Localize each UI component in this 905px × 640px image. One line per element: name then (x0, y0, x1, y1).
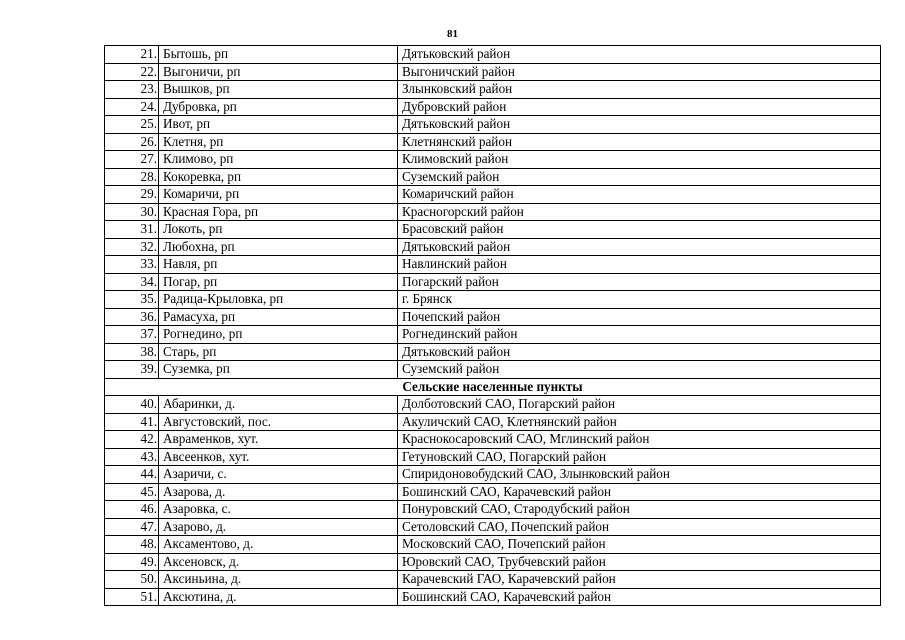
table-row (105, 186, 881, 204)
district-name: Дятьковский район (398, 116, 881, 134)
district-name: г. Брянск (398, 291, 881, 309)
page-number: 81 (447, 28, 458, 40)
table-row (105, 116, 881, 134)
table-row (105, 291, 881, 309)
rural-settlements-group (105, 396, 881, 606)
table-row (105, 168, 881, 186)
section-heading-group (105, 378, 881, 396)
district-name: Долботовский САО, Погарский район (398, 396, 881, 414)
table-row (105, 571, 881, 589)
district-name: Комаричский район (398, 186, 881, 204)
settlement-name: Августовский, пос. (159, 413, 398, 431)
row-number: 25. (105, 116, 159, 134)
row-number: 51. (105, 588, 159, 606)
row-number: 45. (105, 483, 159, 501)
settlement-name: Азаричи, с. (159, 466, 398, 484)
settlement-name: Навля, рп (159, 256, 398, 274)
table-row (105, 588, 881, 606)
table-row (105, 536, 881, 554)
row-number: 30. (105, 203, 159, 221)
table-row (105, 553, 881, 571)
table-row (105, 413, 881, 431)
district-name: Выгоничский район (398, 63, 881, 81)
table-row (105, 361, 881, 379)
settlement-name: Погар, рп (159, 273, 398, 291)
settlement-name: Дубровка, рп (159, 98, 398, 116)
row-number: 41. (105, 413, 159, 431)
district-name: Понуровский САО, Стародубский район (398, 501, 881, 519)
district-name: Дятьковский район (398, 238, 881, 256)
section-heading-row (105, 378, 881, 396)
table-row (105, 326, 881, 344)
settlement-name: Любохна, рп (159, 238, 398, 256)
table-row (105, 256, 881, 274)
district-name: Брасовский район (398, 221, 881, 239)
settlement-name: Выгоничи, рп (159, 63, 398, 81)
table-row (105, 151, 881, 169)
row-number: 36. (105, 308, 159, 326)
district-name: Спиридоновобудский САО, Злынковский район (398, 466, 881, 484)
table-row (105, 63, 881, 81)
settlement-name: Азарова, д. (159, 483, 398, 501)
row-number: 24. (105, 98, 159, 116)
district-name: Клетнянский район (398, 133, 881, 151)
district-name: Дятьковский район (398, 46, 881, 64)
table-row (105, 466, 881, 484)
table-row (105, 308, 881, 326)
settlement-name: Радица-Крыловка, рп (159, 291, 398, 309)
table-row (105, 518, 881, 536)
row-number: 34. (105, 273, 159, 291)
settlement-name: Авсеенков, хут. (159, 448, 398, 466)
row-number: 37. (105, 326, 159, 344)
district-name: Бошинский САО, Карачевский район (398, 483, 881, 501)
row-number: 31. (105, 221, 159, 239)
table-row (105, 343, 881, 361)
table-row (105, 81, 881, 99)
settlement-name: Аксеновск, д. (159, 553, 398, 571)
row-number: 22. (105, 63, 159, 81)
district-name: Красногорский район (398, 203, 881, 221)
settlement-name: Красная Гора, рп (159, 203, 398, 221)
settlement-name: Аксиньина, д. (159, 571, 398, 589)
settlement-name: Ивот, рп (159, 116, 398, 134)
settlement-name: Клетня, рп (159, 133, 398, 151)
row-number: 26. (105, 133, 159, 151)
district-name: Краснокосаровский САО, Мглинский район (398, 431, 881, 449)
row-number: 21. (105, 46, 159, 64)
district-name: Суземский район (398, 361, 881, 379)
row-number: 32. (105, 238, 159, 256)
settlement-name: Бытошь, рп (159, 46, 398, 64)
district-name: Погарский район (398, 273, 881, 291)
table-row (105, 273, 881, 291)
row-number: 50. (105, 571, 159, 589)
district-name: Почепский район (398, 308, 881, 326)
table-row (105, 221, 881, 239)
settlement-name: Суземка, рп (159, 361, 398, 379)
district-name: Навлинский район (398, 256, 881, 274)
settlement-name: Абаринки, д. (159, 396, 398, 414)
table-row (105, 448, 881, 466)
row-number: 29. (105, 186, 159, 204)
settlement-name: Аксаментово, д. (159, 536, 398, 554)
district-name: Рогнединский район (398, 326, 881, 344)
district-name: Климовский район (398, 151, 881, 169)
row-number: 38. (105, 343, 159, 361)
settlement-name: Рогнедино, рп (159, 326, 398, 344)
settlement-name: Кокоревка, рп (159, 168, 398, 186)
table-row (105, 483, 881, 501)
district-name: Суземский район (398, 168, 881, 186)
table-row (105, 238, 881, 256)
row-number: 27. (105, 151, 159, 169)
table-row (105, 431, 881, 449)
district-name: Злынковский район (398, 81, 881, 99)
settlement-name: Локоть, рп (159, 221, 398, 239)
row-number: 48. (105, 536, 159, 554)
row-number: 39. (105, 361, 159, 379)
row-number: 46. (105, 501, 159, 519)
settlement-name: Азаровка, с. (159, 501, 398, 519)
settlement-name: Авраменков, хут. (159, 431, 398, 449)
row-number: 47. (105, 518, 159, 536)
urban-settlements-group (105, 46, 881, 379)
settlement-name: Аксютина, д. (159, 588, 398, 606)
table-row (105, 133, 881, 151)
settlement-name: Старь, рп (159, 343, 398, 361)
row-number: 23. (105, 81, 159, 99)
table-row (105, 396, 881, 414)
district-name: Московский САО, Почепский район (398, 536, 881, 554)
district-name: Бошинский САО, Карачевский район (398, 588, 881, 606)
table-row (105, 46, 881, 64)
settlement-name: Азарово, д. (159, 518, 398, 536)
district-name: Сетоловский САО, Почепский район (398, 518, 881, 536)
section-heading: Сельские населенные пункты (105, 378, 881, 396)
settlement-name: Рамасуха, рп (159, 308, 398, 326)
district-name: Карачевский ГАО, Карачевский район (398, 571, 881, 589)
district-name: Дубровский район (398, 98, 881, 116)
table-row (105, 98, 881, 116)
district-name: Гетуновский САО, Погарский район (398, 448, 881, 466)
row-number: 43. (105, 448, 159, 466)
settlement-name: Вышков, рп (159, 81, 398, 99)
row-number: 28. (105, 168, 159, 186)
row-number: 40. (105, 396, 159, 414)
row-number: 49. (105, 553, 159, 571)
settlements-table (104, 45, 881, 606)
district-name: Юровский САО, Трубчевский район (398, 553, 881, 571)
district-name: Дятьковский район (398, 343, 881, 361)
settlement-name: Комаричи, рп (159, 186, 398, 204)
row-number: 35. (105, 291, 159, 309)
row-number: 44. (105, 466, 159, 484)
row-number: 33. (105, 256, 159, 274)
table-row (105, 203, 881, 221)
row-number: 42. (105, 431, 159, 449)
table-row (105, 501, 881, 519)
district-name: Акуличский САО, Клетнянский район (398, 413, 881, 431)
settlement-name: Климово, рп (159, 151, 398, 169)
